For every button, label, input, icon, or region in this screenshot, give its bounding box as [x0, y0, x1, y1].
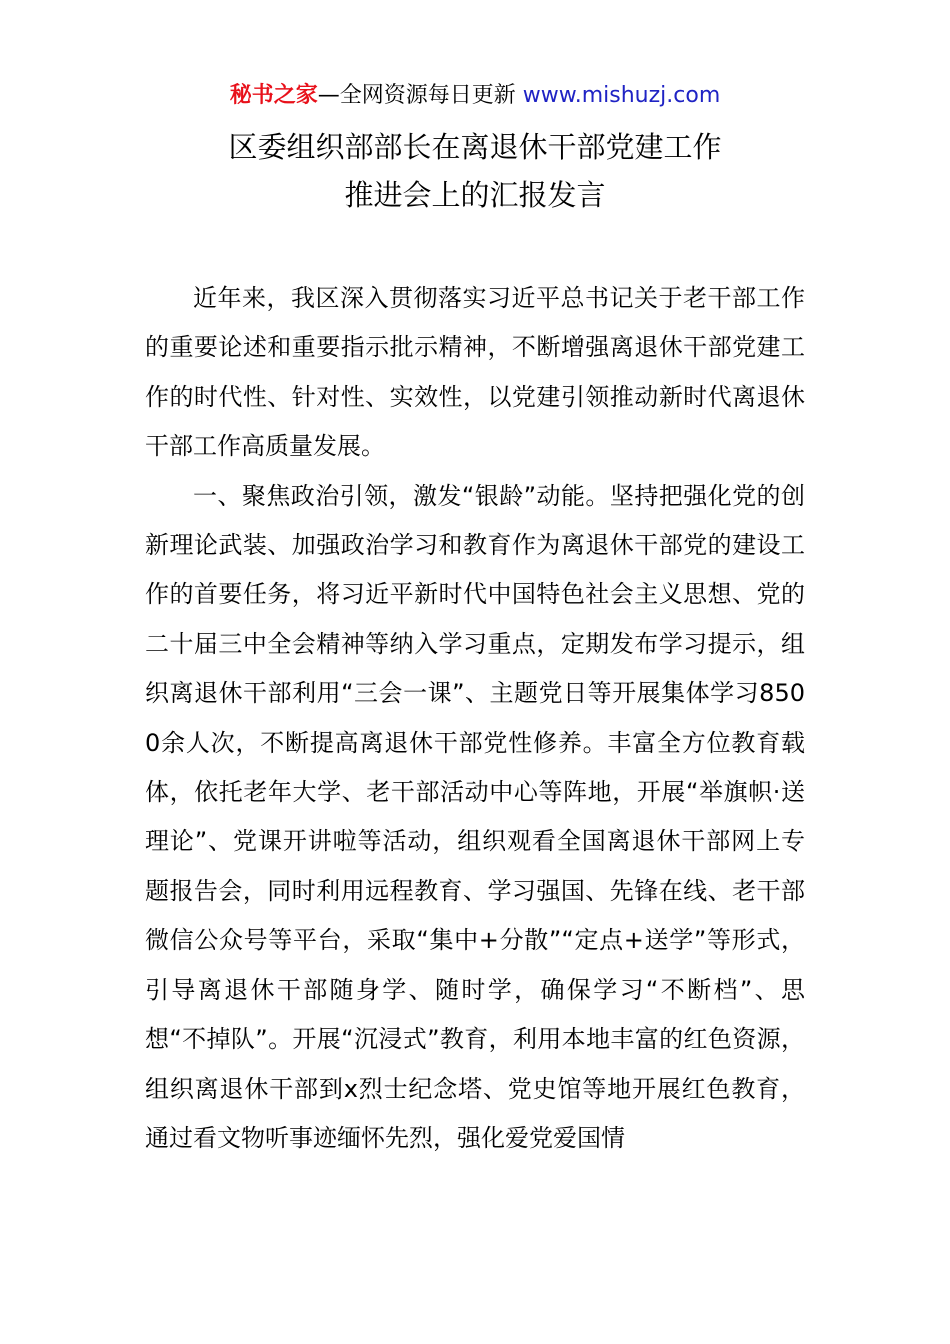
document-title-line-1: 区委组织部部长在离退休干部党建工作	[228, 130, 722, 164]
document-title-line-2: 推进会上的汇报发言	[344, 178, 606, 212]
document-body	[145, 274, 805, 1163]
header-tagline: —全网资源每日更新	[317, 83, 516, 108]
paragraph-intro: 近年来，我区深入贯彻落实习近平总书记关于老干部工作的重要论述和重要指示批示精神，不断增强离退休干部党建工作的时代性、针对性、实效性，以党建引领推动新时代离退休干部工作高质量发展。	[145, 284, 805, 461]
brand-name: 秘书之家	[229, 83, 318, 108]
site-url-link[interactable]: www.mishuzj.com	[522, 83, 721, 108]
paragraph-section-one: 一、聚焦政治引领，激发“银龄”动能。坚持把强化党的创新理论武装、加强政治学习和教育作为离退休干部党的建设工作的首要任务，将习近平新时代中国特色社会主义思想、党的二十届三中全会精神等纳入学习重点，定期发布学习提示，组织离退休干部利用“三会一课”、主题党日等开展集体学习8500余人次，不断提高离退休干部党性修养。丰富全方位教育载体，依托老年大学、老干部活动中心等阵地，开展“举旗帜·送理论”、党课开讲啦等活动，组织观看全国离退休干部网上专题报告会，同时利用远程教育、学习强国、先锋在线、老干部微信公众号等平台，采取“集中+分散”“定点+送学”等形式，引导离退休干部随身学、随时学，确保学习“不断档”、思想“不掉队”。开展“沉浸式”教育，利用本地丰富的红色资源，组织离退休干部到x烈士纪念塔、党史馆等地开展红色教育，通过看文物听事迹缅怀先烈，强化爱党爱国情	[145, 481, 805, 1152]
site-header	[0, 80, 950, 112]
